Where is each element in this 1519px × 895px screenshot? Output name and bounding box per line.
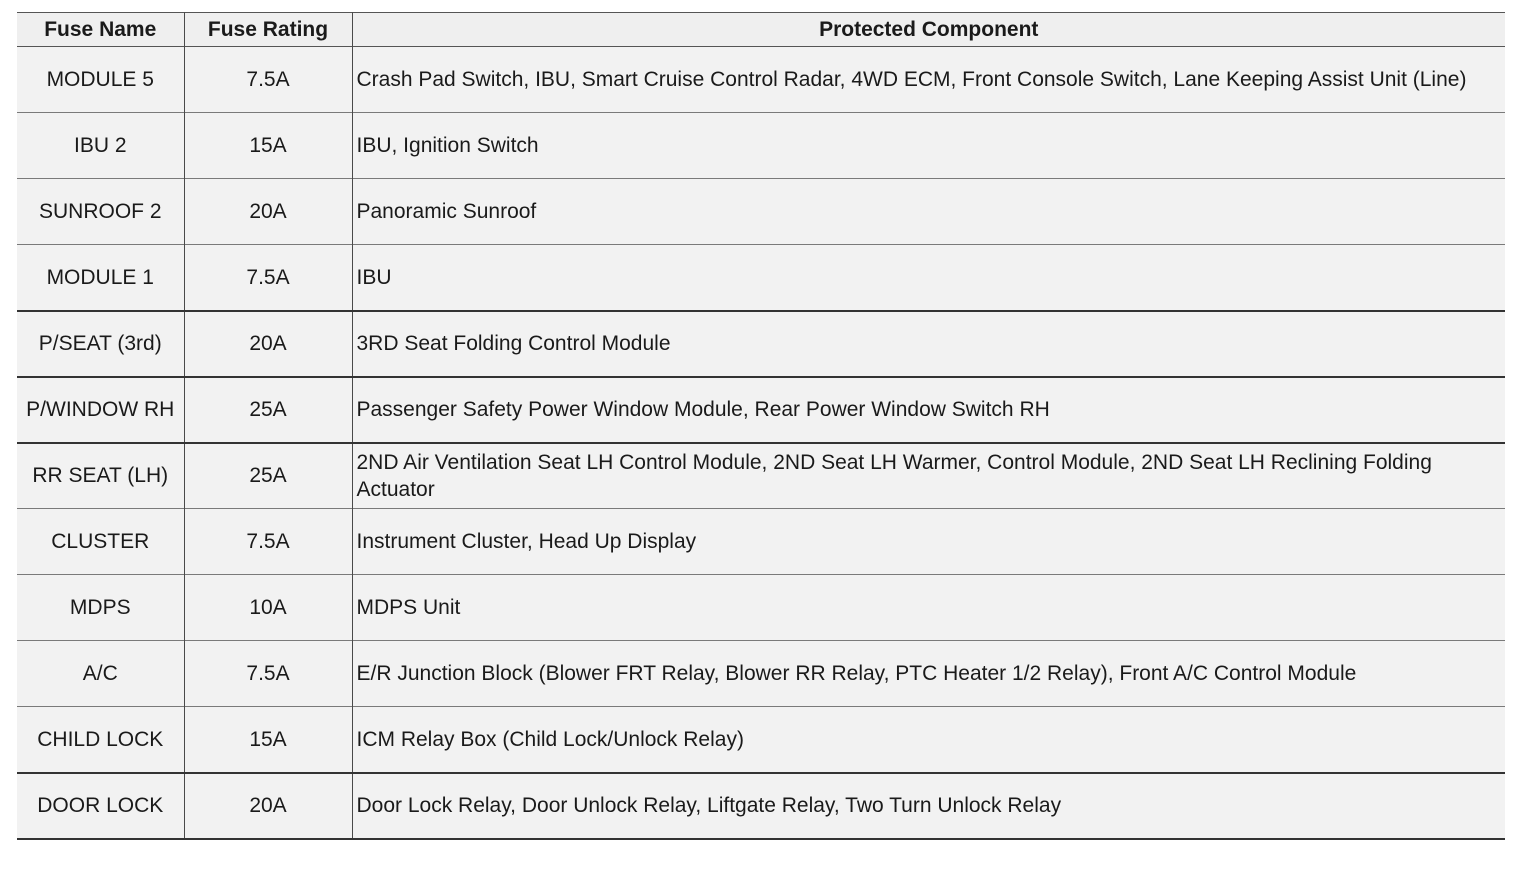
protected-component-cell: IBU bbox=[352, 245, 1505, 311]
fuse-rating-cell: 7.5A bbox=[184, 245, 352, 311]
fuse-name-cell: MODULE 5 bbox=[46, 68, 154, 91]
header-fuse-rating: Fuse Rating bbox=[184, 13, 352, 47]
table-row bbox=[17, 245, 1505, 311]
fuse-name-cell: IBU 2 bbox=[73, 134, 127, 157]
table-row bbox=[17, 179, 1505, 245]
fuse-name-cell: CLUSTER bbox=[51, 530, 150, 553]
protected-component-cell: 3RD Seat Folding Control Module bbox=[352, 311, 1505, 377]
fuse-rating-cell: 15A bbox=[184, 113, 352, 179]
fuse-name-cell: DOOR LOCK bbox=[37, 794, 164, 817]
protected-component-cell: Door Lock Relay, Door Unlock Relay, Liftgate Relay, Two Turn Unlock Relay bbox=[352, 773, 1505, 839]
header-fuse-name: Fuse Name bbox=[44, 18, 157, 41]
fuse-rating-cell: 7.5A bbox=[184, 47, 352, 113]
protected-component-cell: Passenger Safety Power Window Module, Rear Power Window Switch RH bbox=[352, 377, 1505, 443]
table-row bbox=[17, 311, 1505, 377]
protected-component-cell: 2ND Air Ventilation Seat LH Control Module, 2ND Seat LH Warmer, Control Module, 2ND Seat LH Reclining Folding Actuator bbox=[352, 443, 1505, 509]
protected-component-cell: Crash Pad Switch, IBU, Smart Cruise Control Radar, 4WD ECM, Front Console Switch, Lane Keeping Assist Unit (Line) bbox=[352, 47, 1505, 113]
fuse-rating-cell: 7.5A bbox=[184, 641, 352, 707]
table-row bbox=[17, 641, 1505, 707]
fuse-name-cell: MDPS bbox=[69, 596, 131, 619]
table-row bbox=[17, 773, 1505, 839]
fuse-rating-cell: 7.5A bbox=[184, 509, 352, 575]
fuse-rating-cell: 25A bbox=[184, 377, 352, 443]
table-row bbox=[17, 377, 1505, 443]
fuse-rating-cell: 10A bbox=[184, 575, 352, 641]
fuse-name-cell: A/C bbox=[82, 662, 118, 685]
table-row bbox=[17, 509, 1505, 575]
table-row bbox=[17, 443, 1505, 509]
protected-component-cell: IBU, Ignition Switch bbox=[352, 113, 1505, 179]
table-row bbox=[17, 707, 1505, 773]
fuse-name-cell: RR SEAT (LH) bbox=[32, 464, 169, 488]
fuse-rating-cell: 20A bbox=[184, 311, 352, 377]
table-row bbox=[17, 575, 1505, 641]
table-row bbox=[17, 113, 1505, 179]
fuse-name-cell: MODULE 1 bbox=[46, 265, 154, 289]
table-body bbox=[17, 47, 1505, 839]
protected-component-cell: Instrument Cluster, Head Up Display bbox=[352, 509, 1505, 575]
fuse-rating-cell: 25A bbox=[184, 443, 352, 509]
fuse-table bbox=[17, 12, 1505, 840]
fuse-rating-cell: 20A bbox=[184, 773, 352, 839]
fuse-name-cell: CHILD LOCK bbox=[37, 727, 164, 751]
protected-component-cell: E/R Junction Block (Blower FRT Relay, Blower RR Relay, PTC Heater 1/2 Relay), Front A/C Control Module bbox=[352, 641, 1505, 707]
fuse-name-cell: P/WINDOW RH bbox=[26, 398, 175, 421]
table-row bbox=[17, 47, 1505, 113]
fuse-rating-cell: 15A bbox=[184, 707, 352, 773]
protected-component-cell: ICM Relay Box (Child Lock/Unlock Relay) bbox=[352, 707, 1505, 773]
table-header bbox=[17, 13, 1505, 47]
fuse-rating-cell: 20A bbox=[184, 179, 352, 245]
header-protected-component: Protected Component bbox=[352, 13, 1505, 47]
fuse-name-cell: P/SEAT (3rd) bbox=[38, 332, 162, 355]
protected-component-cell: Panoramic Sunroof bbox=[352, 179, 1505, 245]
header-row bbox=[17, 13, 1505, 47]
protected-component-cell: MDPS Unit bbox=[352, 575, 1505, 641]
fuse-name-cell: SUNROOF 2 bbox=[38, 200, 162, 223]
